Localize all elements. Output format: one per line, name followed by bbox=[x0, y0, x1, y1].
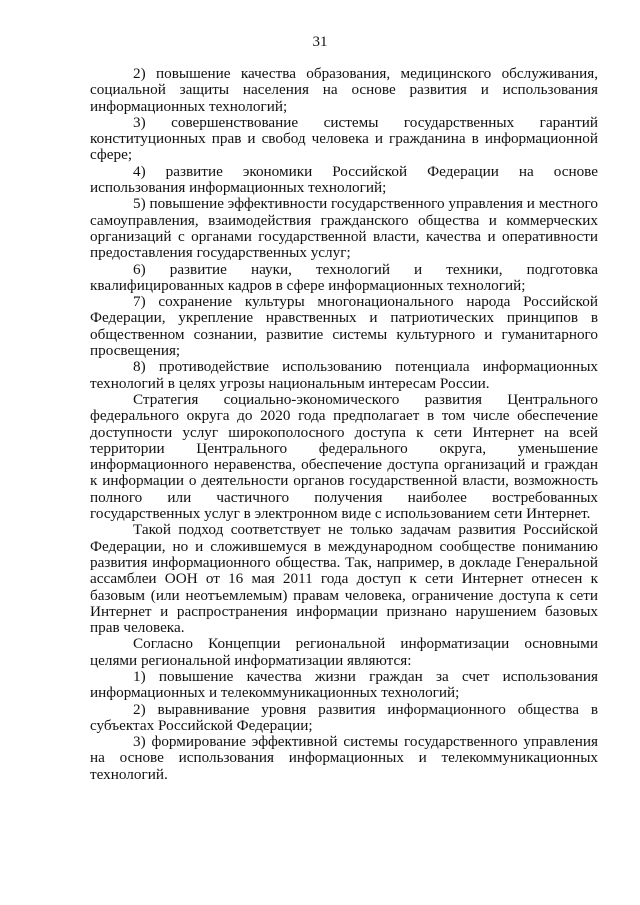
paragraph-concept-intro: Согласно Концепции региональной информатизации основными целями региональной информатизации являются: bbox=[90, 635, 598, 669]
list-item-goal-7: 7) сохранение культуры многонационального народа Российской Федерации, укрепление нравственных и патриотических принципов в общественном сознании, развитие системы культурного и гуманитарного просвещения; bbox=[90, 293, 598, 360]
list-item-regional-goal-3: 3) формирование эффективной системы государственного управления на основе использования информационных и телекоммуникационных технологий. bbox=[90, 733, 598, 783]
paragraph-approach: Такой подход соответствует не только задачам развития Российской Федерации, но и сложившемуся в международном сообществе пониманию развития информационного общества. Так, например, в докладе Генеральной ассамблеи ООН от 16 мая 2011 года доступ к сети Интернет отнесен к базовым (или неотъемлемым) правам человека, ограничение доступа к сети Интернет и распространения информации признано нарушением базовых прав человека. bbox=[90, 521, 598, 637]
list-item-goal-4: 4) развитие экономики Российской Федерации на основе использования информационных технологий; bbox=[90, 162, 598, 197]
body-text bbox=[90, 66, 598, 783]
list-item-goal-2: 2) повышение качества образования, медицинского обслуживания, социальной защиты населения на основе развития и использования информационных технологий; bbox=[90, 65, 598, 115]
list-item-goal-5: 5) повышение эффективности государственного управления и местного самоуправления, взаимодействия гражданского общества и коммерческих организаций с органами государственной власти, качества и оперативности предоставления государственных услуг; bbox=[90, 195, 598, 262]
list-item-goal-6: 6) развитие науки, технологий и техники, подготовка квалифицированных кадров в сфере информационных технологий; bbox=[90, 260, 598, 294]
page-number: 31 bbox=[312, 34, 328, 50]
paragraph-strategy: Стратегия социально-экономического развития Центрального федерального округа до 2020 года предполагает в том числе обеспечение доступности услуг широкополосного доступа к сети Интернет на всей территории Центрального федерального округа, уменьшение информационного неравенства, обеспечение доступа организаций и граждан к информации о деятельности органов государственной власти, возможность полного или частичного получения наиболее востребованных государственных услуг в электронном виде с использованием сети Интернет. bbox=[90, 390, 598, 523]
list-item-goal-3: 3) совершенствование системы государственных гарантий конституционных прав и свобод человека и гражданина в информационной сфере; bbox=[90, 113, 598, 164]
list-item-regional-goal-1: 1) повышение качества жизни граждан за счет использования информационных и телекоммуникационных технологий; bbox=[90, 667, 598, 702]
list-item-goal-8: 8) противодействие использованию потенциала информационных технологий в целях угрозы национальным интересам России. bbox=[90, 358, 598, 392]
list-item-regional-goal-2: 2) выравнивание уровня развития информационного общества в субъектах Российской Федерации; bbox=[90, 700, 598, 734]
